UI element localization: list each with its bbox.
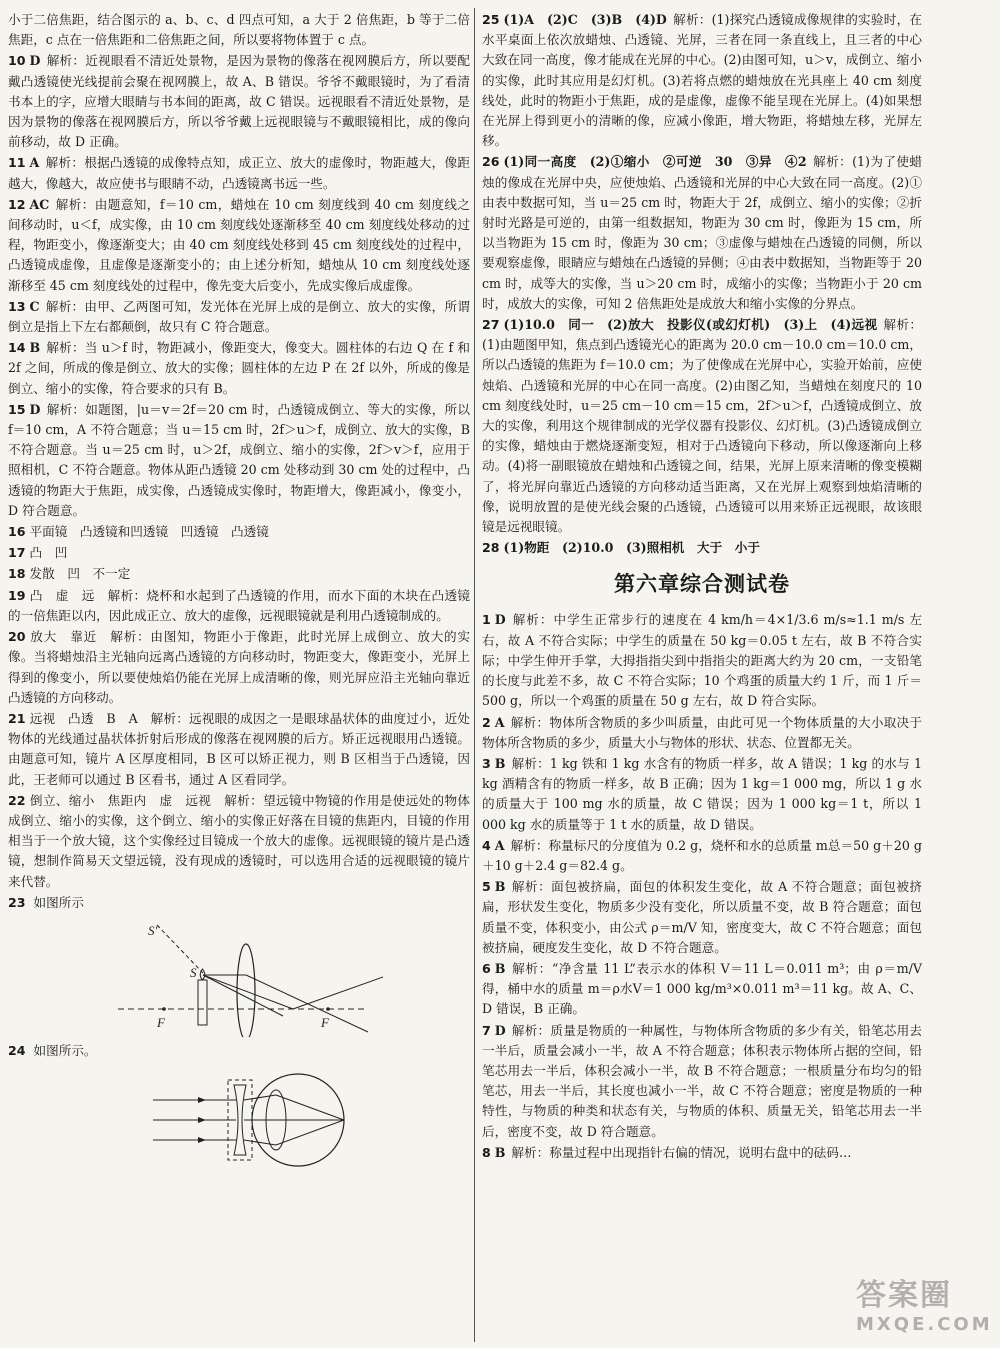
label-f-left: F [157,1014,165,1030]
answer-item [8,543,470,563]
answer-item [8,400,470,521]
right-column [482,10,922,1164]
answer-item [482,538,922,558]
answer-number: 8 [482,1144,491,1160]
answer-item [8,195,470,296]
answer-number: 28 [482,540,500,556]
answer-key: B [494,960,506,976]
answer-item [482,877,922,958]
answer-explanation: 倒立、缩小 焦距内 虚 远视 解析：望远镜中物镜的作用是使远处的物体成倒立、缩小的实像，这个倒立、缩小的实像正好落在目镜的焦距内，目镜的作用相当于一个放大镜，这个实像经过目镜成一个放大的虚像。远视眼镜的镜片是凸透镜，想制作简易天文望远镜，没有现成的透镜时，可以选用合适的远视眼镜的镜片来代替。 [8,792,470,889]
answer-key: (1)A (2)C (3)B (4)D [503,12,667,27]
answer-explanation: 解析：物体所含物质的多少叫质量，由此可见一个物体质量的大小取决于物体所含物质的多少，质量大小与物体的形状、状态、位置都无关。 [482,714,922,750]
answer-explanation: 凸 凹 [29,545,68,561]
eye-diagram-svg [8,1065,470,1175]
answer-explanation: 解析：由甲、乙两图可知，发光体在光屏上成的是倒立、放大的实像，所谓倒立是指上下左右都颠倒，故只有 C 符合题意。 [8,298,470,335]
answer-item [8,586,470,626]
answer-number: 22 [8,792,26,808]
answer-item [8,338,470,399]
answer-key: (1)10.0 同一 (2)放大 投影仪(或幻灯机) (3)上 (4)远视 [503,317,878,333]
watermark-logo-text: 答案圈 [856,1278,952,1313]
answer-key: B [29,340,41,356]
answer-explanation: 解析：1 kg 铁和 1 kg 水含有的物质一样多，故 A 错误；1 kg 的水与 1 kg 酒精含有的物质一样多，故 B 正确；因为 1 kg＝1 000 mg，所以 1 g 水的质量大于 100 mg 水的质量，故 C 错误；因为 1 000 kg＝1 t，所以 1 000 kg 水的质量等于 1 t 水的质量，故 D 错误。 [482,755,922,832]
answer-number: 17 [8,545,26,561]
answer-number: 1 [482,612,491,628]
answer-key: D [29,401,41,417]
answer-key: B [494,879,506,895]
answer-explanation: 解析：当 u＞f 时，物距减小，像距变大，像变大。圆柱体的右边 Q 在 f 和 2f 之间，所成的像是倒立、放大的实像；圆柱体的左边 P 在 2f 以外，所成的像是倒立、缩小的实像，符合要求的只有 B。 [8,340,470,396]
figure-24-eye-lens-diagram [8,1065,470,1175]
answer-explanation: 放大 靠近 解析：由图知，物距小于像距，此时光屏上成倒立、放大的实像。当将蜡烛沿主光轴向远离凸透镜的方向移动时，物距变大，像距变小，光屏上得到的像变小，所以要使烛焰仍能在光屏上成清晰的像，则光屏应沿主光轴向靠近凸透镜的方向移动。 [8,629,470,705]
answer-number: 12 [8,196,26,212]
answer-explanation: 解析：中学生正常步行的速度在 4 km/h＝4×1/3.6 m/s≈1.1 m/s 左右，故 A 不符合实际；中学生的质量在 50 kg＝0.05 t 左右，故 B 不符合实际；中学生伸开手掌，大拇指指尖到中指指尖的距离大约为 20 cm，一支铅笔的长度与此差不多，故 C 不符合实际；10 个鸡蛋的质量大约 1 斤，而 1 斤＝500 g，所以一个鸡蛋的质量在 50 g 左右，故 D 符合实际。 [482,612,922,709]
answer-number: 24 [8,1042,26,1058]
answer-item [482,1021,922,1142]
column-divider [474,8,475,1342]
answer-explanation: 解析：面包被挤扁，面包的体积发生变化，故 A 不符合题意；面包被挤扁，形状发生变化，物质多少没有变化，所以质量不变，故 B 符合题意；面包质量不变，体积变小，由公式 ρ＝m/V 知，密度变大，故 C 不符合题意；面包被挤扁，硬度发生变化，故 D 不符合题意。 [482,879,922,955]
answer-item [482,713,922,753]
answer-item [8,791,470,892]
ray-diagram-svg [8,917,470,1037]
answer-item [482,315,922,537]
answer-explanation: 解析：根据凸透镜的成像特点知，成正立、放大的虚像时，物距越大，像距越大，像越大，故应使书与眼睛不动，凸透镜离书远一些。 [8,155,470,191]
continued-text: 小于二倍焦距，结合图示的 a、b、c、d 四点可知，a 大于 2 倍焦距，b 等于二倍焦距，c 点在一倍焦距和二倍焦距之间，所以要将物体置于 c 点。 [8,12,470,48]
answer-number: 26 [482,154,500,170]
answer-key: D [494,612,506,628]
answer-number: 27 [482,317,500,333]
answer-number: 7 [482,1022,491,1038]
answer-item [482,10,922,151]
left-answer-list [8,51,470,891]
answer-key: A [494,714,505,730]
answer-item [482,836,922,876]
answer-explanation: 解析：(1)探究凸透镜成像规律的实验时，在水平桌面上依次放蜡烛、凸透镜、光屏，三者在同一条直线上，且三者的中心大致在同一高度，像才能成在光屏的中心。(2)由图可知，u＞v，成倒立、缩小的实像，此时其应用是幻灯机。(3)若将点燃的蜡烛放在光具座上 40 cm 刻度线处，此时的物距小于焦距，成的是虚像，虚像不能呈现在光屏上。(4)如果想在光屏上得到更小的清晰的像，应减小像距，增大物距，将蜡烛左移，光屏左移。 [482,12,922,149]
label-s: S [190,964,197,980]
answer-item [8,153,470,193]
answer-item [482,1143,922,1163]
answer-number: 5 [482,879,491,895]
answer-explanation: 解析：由题意知，f＝10 cm，蜡烛在 10 cm 刻度线到 40 cm 刻度线之间移动时，u＜f，成实像，由 10 cm 刻度线处逐渐移至 40 cm 刻度线处移动的过程，物距变小，像逐渐变大；由 40 cm 刻度线处移到 45 cm 刻度线处的过程中，凸透镜成虚像，且虚像是逐渐变小的；由上述分析知，蜡烛从 10 cm 刻度线处逐渐移至 45 cm 刻度线处的过程中，像先变大后变小，先成实像后成虚像。 [8,196,470,293]
right-answer-list [482,10,922,558]
answer-key: D [494,1022,506,1038]
answer-item [8,627,470,708]
chapter-title: 第六章综合测试卷 [614,572,790,597]
answer-number: 3 [482,755,491,771]
site-watermark [856,1270,993,1340]
answer-item [8,522,470,542]
left-column [8,10,470,1179]
answer-explanation: 解析：称量标尺的分度值为 0.2 g，烧杯和水的总质量 m总＝50 g＋20 g＋10 g＋2.4 g＝82.4 g。 [482,837,922,873]
label-f-right: F [321,1014,329,1030]
answer-number: 13 [8,298,26,314]
answer-text: 如图所示。 [33,1042,97,1058]
answer-key: (1)物距 (2)10.0 (3)照相机 大于 小于 [503,540,760,556]
answer-explanation: 远视 凸透 B A 解析：远视眼的成因之一是眼球晶状体的曲度过小，近处物体的光线通过晶状体折射后形成的像落在视网膜的后方。矫正远视眼用凸透镜。由题意可知，镜片 A 区厚度相同，B 区可以矫正视力，则 B 区相当于凸透镜，因此，王老师可以通过 B 区看书，通过 A 区看同学。 [8,710,470,787]
answer-explanation: 凸 虚 远 解析：烧杯和水起到了凸透镜的作用，而水下面的木块在凸透镜的一倍焦距以内，因此成正立、放大的虚像，远视眼镜就是利用凸透镜制成的。 [8,587,470,623]
answer-number: 6 [482,960,491,976]
answer-key: A [494,837,505,853]
answer-number: 10 [8,53,26,69]
answer-number: 2 [482,714,491,730]
answer-number: 20 [8,629,26,645]
answer-text: 如图所示 [33,894,84,910]
answer-explanation: 解析：(1)为了使蜡烛的像成在光屏中央，应使烛焰、凸透镜和光屏的中心大致在同一高度。(2)①由表中数据可知，当 u＝25 cm 时，物距大于 2f，成倒立、缩小的实像；②折射时光路是可逆的，由第一组数据知，物距为 30 cm 时，像距为 15 cm，所以当物距为 15 cm 时，像距为 30 cm；③虚像与蜡烛在凸透镜的同侧，所以要观察虚像，眼睛应与蜡烛在凸透镜的异侧；④由表中数据知，当物距等于 20 cm 时，成等大的实像，当 u＞20 cm 时，成缩小的实像；当物距小于 20 cm 时，成放大的实像，可知 2 倍焦距处是成放大和缩小实像的分界点。 [482,154,922,311]
answer-explanation: 解析：近视眼看不清近处景物，是因为景物的像落在视网膜后方，所以要配戴凸透镜使光线提前会聚在视网膜上，故 A、B 错误。爷爷不戴眼镜时，为了看清书本上的字，应增大眼睛与书本间的距离，故 C 错误。远视眼看不清近处景物，是因为景物的像落在视网膜后方，所以爷爷戴上远视眼镜与不戴眼镜相比，成的像向前移动，故 D 正确。 [8,53,470,150]
watermark-url: MXQE.COM [856,1314,993,1335]
answer-explanation: 发散 凹 不一定 [29,566,131,582]
answer-item [8,297,470,337]
answer-23 [8,893,470,913]
answer-key: AC [29,196,50,212]
answer-number: 19 [8,587,26,603]
answer-explanation: 解析：(1)由题图甲知，焦点到凸透镜光心的距离为 20.0 cm－10.0 cm＝10.0 cm，所以凸透镜的焦距为 f＝10.0 cm；为了使像成在光屏中心，实验开始前，应使烛焰、凸透镜和光屏的中心在同一高度。(2)由图乙知，当蜡烛在刻度尺的 10 cm 刻度线处时，u＝25 cm－10 cm＝15 cm，2f＞u＞f，凸透镜成倒立、放大的实像，利用这个规律制成的光学仪器有投影仪、幻灯机。(3)凸透镜成倒立的实像，蜡烛由于燃烧逐渐变短，相对于凸透镜向下移动，所以像逐渐向上移动。(4)将一副眼镜放在蜡烛和凸透镜之间，结果，光屏上原来清晰的像变模糊了，将光屏向靠近凸透镜的方向移动适当距离，又在光屏上观察到烛焰清晰的像，说明放置的是使光线会聚的凸透镜，凸透镜可以用来矫正远视眼，故该眼镜是远视眼镜。 [482,317,922,535]
answer-item [8,51,470,152]
answer-number: 18 [8,566,26,582]
answer-explanation: 解析：质量是物质的一种属性，与物体所含物质的多少有关，铅笔芯用去一半后，质量会减小一半，故 A 不符合题意；体积表示物体所占据的空间，铅笔芯用去一半后，体积会减小一半，故 B 不符合题意；一根质量分布均匀的铅笔芯，用去一半后，其长度也减小一半，故 C 不符合题意；密度是物质的一种特性，与物质的种类和状态有关，与物质的体积、质量无关，铅笔芯用去一半后，密度不变，故 D 符合题意。 [482,1022,922,1139]
answer-item [8,564,470,584]
answer-number: 14 [8,340,26,356]
answer-item [482,754,922,835]
chapter-answer-list [482,610,922,1162]
answer-item [8,709,470,790]
answer-explanation: 平面镜 凸透镜和凹透镜 凹透镜 凸透镜 [29,524,269,540]
answer-number: 11 [8,155,26,171]
answer-key: A [29,155,40,171]
answer-explanation: 解析：称量过程中出现指针右偏的情况，说明右盘中的砝码… [511,1144,852,1160]
answer-key: D [29,53,41,69]
answer-key: C [29,298,40,314]
answer-number: 4 [482,837,491,853]
answer-number: 16 [8,524,26,540]
answer-key: B [494,1144,506,1160]
answer-explanation: 解析：“净含量 11 L”表示水的体积 V＝11 L＝0.011 m³；由 ρ＝m/V 得，桶中水的质量 m＝ρ水V＝1 000 kg/m³×0.011 m³＝11 kg。故 A、C、D 错误，B 正确。 [482,960,922,1017]
answer-item [482,959,922,1020]
answer-number: 23 [8,894,26,910]
label-s-prime: S' [148,922,158,938]
answer-item [482,152,922,314]
answer-number: 21 [8,710,26,726]
answer-24 [8,1041,470,1061]
answer-explanation: 解析：如题图，|u＝v＝2f＝20 cm 时，凸透镜成倒立、等大的实像，所以 f＝10 cm，A 不符合题意；当 u＝15 cm 时，2f＞u＞f，成倒立、放大的实像，B 不符合题意。当 u＝25 cm 时，u＞2f，成倒立、缩小的实像，2f＞v＞f，应用于照相机，C 不符合题意。物体从距凸透镜 20 cm 处移动到 30 cm 处的过程中，凸透镜的物距大于焦距，成实像，凸透镜成实像时，物距增大，像距减小，像变小，D 符合题意。 [8,401,470,518]
answer-number: 25 [482,12,500,27]
answer-number: 15 [8,401,26,417]
figure-23-lens-ray-diagram [8,917,470,1037]
answer-key: B [494,755,506,771]
answer-item [482,610,922,711]
answer-key: (1)同一高度 (2)①缩小 ②可逆 30 ③异 ④2 [503,154,807,170]
